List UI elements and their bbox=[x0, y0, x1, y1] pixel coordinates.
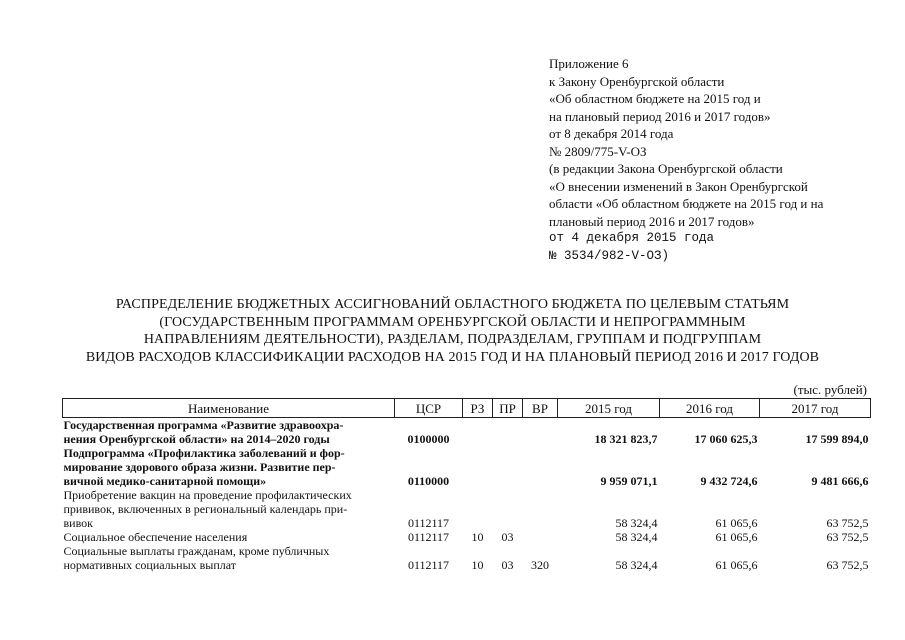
header-vr: ВР bbox=[523, 399, 558, 418]
row-pr: 03 bbox=[501, 530, 514, 544]
appendix-line: плановый период 2016 и 2017 годов» bbox=[549, 213, 755, 229]
row-vr bbox=[523, 530, 558, 544]
appendix-block bbox=[549, 55, 899, 265]
row-pr bbox=[493, 488, 523, 530]
row-2015: 58 324,4 bbox=[615, 530, 658, 544]
appendix-line: от 8 декабря 2014 года bbox=[549, 126, 674, 141]
row-csr: 0112117 bbox=[407, 558, 450, 572]
row-name-line: Социальное обеспечение населения bbox=[63, 530, 248, 544]
row-2015: 18 321 823,7 bbox=[594, 432, 658, 446]
header-2017: 2017 год bbox=[760, 399, 871, 418]
row-name bbox=[63, 544, 395, 572]
row-name bbox=[63, 446, 395, 488]
row-pr: 03 bbox=[501, 558, 514, 572]
table-row bbox=[63, 530, 871, 544]
row-name bbox=[63, 488, 395, 530]
row-2017: 17 599 894,0 bbox=[805, 432, 869, 446]
table-row bbox=[63, 544, 871, 572]
row-rz bbox=[463, 446, 493, 488]
header-2015: 2015 год bbox=[558, 399, 660, 418]
row-vr bbox=[523, 418, 558, 447]
row-2017: 9 481 666,6 bbox=[811, 474, 869, 488]
row-2016: 61 065,6 bbox=[715, 516, 758, 530]
row-pr bbox=[493, 418, 523, 447]
row-csr: 0110000 bbox=[407, 474, 450, 488]
row-rz bbox=[463, 418, 493, 447]
row-2017: 63 752,5 bbox=[826, 516, 869, 530]
row-rz bbox=[463, 488, 493, 530]
row-rz: 10 bbox=[471, 530, 484, 544]
appendix-line: области «Об областном бюджете на 2015 год и на bbox=[549, 196, 824, 211]
row-name-line: нормативных социальных выплат bbox=[63, 558, 237, 572]
row-2016: 17 060 625,3 bbox=[694, 432, 758, 446]
row-name-line: вивок bbox=[63, 516, 94, 530]
row-name-line: Социальные выплаты гражданам, кроме публичных bbox=[63, 544, 330, 558]
appendix-line: «О внесении изменений в Закон Оренбургской bbox=[549, 178, 808, 194]
appendix-line: к Закону Оренбургской области bbox=[549, 73, 725, 89]
row-csr: 0100000 bbox=[407, 432, 450, 446]
row-vr bbox=[523, 446, 558, 488]
appendix-line: (в редакции Закона Оренбургской области bbox=[549, 161, 783, 176]
budget-table bbox=[62, 398, 871, 572]
row-name-line: вичной медико-санитарной помощи» bbox=[63, 474, 267, 488]
title-line: НАПРАВЛЕНИЯМ ДЕЯТЕЛЬНОСТИ), РАЗДЕЛАМ, ПОДРАЗДЕЛАМ, ГРУППАМ И ПОДГРУППАМ bbox=[143, 332, 762, 347]
units-label: (тыс. рублей) bbox=[793, 382, 867, 397]
row-2016: 61 065,6 bbox=[715, 530, 758, 544]
appendix-line: от 4 декабря 2015 года bbox=[549, 231, 715, 245]
header-csr: ЦСР bbox=[395, 399, 463, 418]
row-name-line: Подпрограмма «Профилактика заболеваний и фор- bbox=[63, 446, 345, 460]
row-name bbox=[63, 418, 395, 447]
table-row bbox=[63, 488, 871, 530]
row-name-line: Государственная программа «Развитие здравоохра- bbox=[63, 418, 344, 432]
row-vr: 320 bbox=[531, 558, 549, 572]
appendix-line: на плановый период 2016 и 2017 годов» bbox=[549, 108, 771, 124]
row-2015: 58 324,4 bbox=[615, 558, 658, 572]
row-vr bbox=[523, 488, 558, 530]
row-csr: 0112117 bbox=[407, 530, 450, 544]
appendix-line: № 2809/775-V-ОЗ bbox=[549, 143, 647, 159]
row-2016: 61 065,6 bbox=[715, 558, 758, 572]
row-csr: 0112117 bbox=[407, 516, 450, 530]
row-name-line: Приобретение вакцин на проведение профилактических bbox=[63, 488, 352, 502]
row-pr bbox=[493, 446, 523, 488]
appendix-line: Приложение 6 bbox=[549, 56, 629, 71]
row-2017: 63 752,5 bbox=[826, 530, 869, 544]
row-2016: 9 432 724,6 bbox=[700, 474, 758, 488]
table-row bbox=[63, 418, 871, 447]
row-name-line: мирование здорового образа жизни. Развитие пер- bbox=[63, 460, 336, 474]
table-row bbox=[63, 446, 871, 488]
row-name bbox=[63, 530, 395, 544]
title-line: ВИДОВ РАСХОДОВ КЛАССИФИКАЦИИ РАСХОДОВ НА 2015 ГОД И НА ПЛАНОВЫЙ ПЕРИОД 2016 И 2017 ГОДОВ bbox=[85, 349, 820, 365]
row-name-line: прививок, включенных в региональный календарь при- bbox=[63, 502, 348, 516]
appendix-line: № 3534/982-V-ОЗ) bbox=[549, 248, 670, 263]
header-pr: ПР bbox=[493, 399, 523, 418]
title-line: РАСПРЕДЕЛЕНИЕ БЮДЖЕТНЫХ АССИГНОВАНИЙ ОБЛАСТНОГО БЮДЖЕТА ПО ЦЕЛЕВЫМ СТАТЬЯМ bbox=[115, 297, 790, 312]
header-rz: РЗ bbox=[463, 399, 493, 418]
table-header-row bbox=[63, 399, 871, 418]
document-title bbox=[40, 296, 865, 366]
row-name-line: нения Оренбургской области» на 2014–2020 годы bbox=[63, 432, 330, 446]
header-2016: 2016 год bbox=[660, 399, 760, 418]
row-2015: 9 959 071,1 bbox=[600, 474, 658, 488]
title-line: (ГОСУДАРСТВЕННЫМ ПРОГРАММАМ ОРЕНБУРГСКОЙ ОБЛАСТИ И НЕПРОГРАММНЫМ bbox=[159, 314, 746, 330]
appendix-line: «Об областном бюджете на 2015 год и bbox=[549, 91, 761, 106]
row-rz: 10 bbox=[471, 558, 484, 572]
header-name: Наименование bbox=[63, 399, 395, 418]
row-2015: 58 324,4 bbox=[615, 516, 658, 530]
row-2017: 63 752,5 bbox=[826, 558, 869, 572]
